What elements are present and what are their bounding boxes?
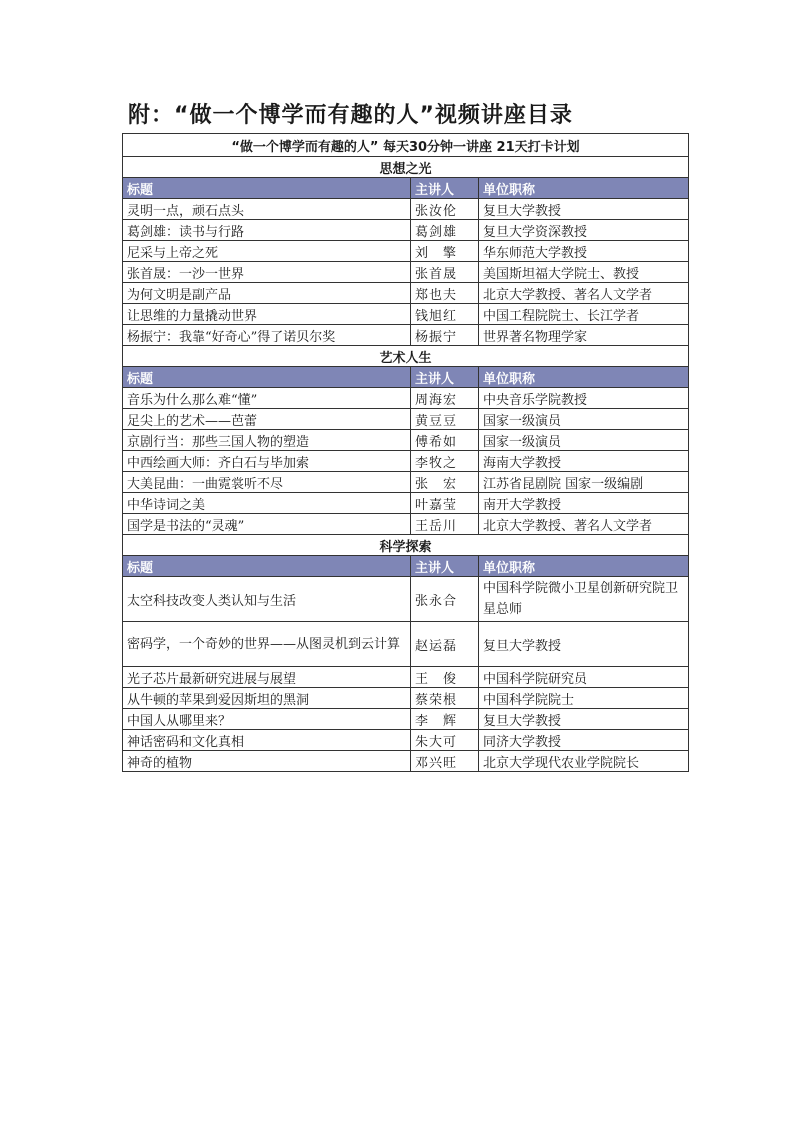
speaker-affiliation: 复旦大学教授 [479, 622, 689, 667]
section-title: 艺术人生 [123, 346, 689, 367]
lecture-title: 大美昆曲：一曲霓裳听不尽 [123, 472, 411, 493]
table-row [123, 493, 689, 514]
speaker-name: 张永合 [411, 577, 479, 622]
speaker-name: 张 宏 [411, 472, 479, 493]
speaker-name: 郑也夫 [411, 283, 479, 304]
plan-title: “做一个博学而有趣的人” 每天30分钟一讲座 21天打卡计划 [123, 134, 689, 157]
plan-title-row [123, 134, 689, 157]
lecture-title: 密码学，一个奇妙的世界——从图灵机到云计算 [123, 622, 411, 667]
table-row [123, 199, 689, 220]
table-row [123, 622, 689, 667]
table-row [123, 688, 689, 709]
speaker-affiliation: 中国科学院研究员 [479, 667, 689, 688]
speaker-name: 杨振宁 [411, 325, 479, 346]
lecture-title: 从牛顿的苹果到爱因斯坦的黑洞 [123, 688, 411, 709]
speaker-affiliation: 复旦大学资深教授 [479, 220, 689, 241]
lecture-title: 太空科技改变人类认知与生活 [123, 577, 411, 622]
lecture-title: 国学是书法的“灵魂” [123, 514, 411, 535]
section-header-row [123, 157, 689, 178]
column-header-row [123, 178, 689, 199]
table-row [123, 388, 689, 409]
lecture-title: 灵明一点，顽石点头 [123, 199, 411, 220]
lecture-title: 杨振宁：我靠“好奇心”得了诺贝尔奖 [123, 325, 411, 346]
column-header-title: 标题 [123, 556, 411, 577]
table-row [123, 325, 689, 346]
speaker-name: 刘 擎 [411, 241, 479, 262]
speaker-name: 张首晟 [411, 262, 479, 283]
table-row [123, 283, 689, 304]
speaker-affiliation: 江苏省昆剧院 国家一级编剧 [479, 472, 689, 493]
table-row [123, 751, 689, 772]
speaker-affiliation: 复旦大学教授 [479, 199, 689, 220]
lecture-title: 让思维的力量撬动世界 [123, 304, 411, 325]
table-row [123, 472, 689, 493]
speaker-name: 黄豆豆 [411, 409, 479, 430]
section-title: 科学探索 [123, 535, 689, 556]
speaker-affiliation: 海南大学教授 [479, 451, 689, 472]
column-header-row [123, 556, 689, 577]
speaker-affiliation: 复旦大学教授 [479, 709, 689, 730]
speaker-affiliation: 中国工程院院士、长江学者 [479, 304, 689, 325]
speaker-name: 王岳川 [411, 514, 479, 535]
lecture-title: 为何文明是副产品 [123, 283, 411, 304]
speaker-name: 叶嘉莹 [411, 493, 479, 514]
table-row [123, 262, 689, 283]
speaker-affiliation: 中国科学院院士 [479, 688, 689, 709]
table-row [123, 577, 689, 622]
column-header-affiliation: 单位职称 [479, 178, 689, 199]
table-row [123, 709, 689, 730]
lecture-catalog-table [122, 133, 689, 772]
speaker-name: 葛剑雄 [411, 220, 479, 241]
column-header-title: 标题 [123, 367, 411, 388]
lecture-title: 足尖上的艺术——芭蕾 [123, 409, 411, 430]
speaker-name: 傅希如 [411, 430, 479, 451]
table-row [123, 451, 689, 472]
speaker-name: 李 辉 [411, 709, 479, 730]
lecture-title: 张首晟：一沙一世界 [123, 262, 411, 283]
lecture-title: 音乐为什么那么难“懂” [123, 388, 411, 409]
column-header-affiliation: 单位职称 [479, 556, 689, 577]
speaker-affiliation: 北京大学教授、著名人文学者 [479, 514, 689, 535]
lecture-title: 京剧行当：那些三国人物的塑造 [123, 430, 411, 451]
column-header-affiliation: 单位职称 [479, 367, 689, 388]
column-header-row [123, 367, 689, 388]
speaker-affiliation: 世界著名物理学家 [479, 325, 689, 346]
lecture-title: 尼采与上帝之死 [123, 241, 411, 262]
speaker-affiliation: 北京大学现代农业学院院长 [479, 751, 689, 772]
lecture-title: 葛剑雄：读书与行路 [123, 220, 411, 241]
section-header-row [123, 346, 689, 367]
speaker-name: 朱大可 [411, 730, 479, 751]
table-row [123, 241, 689, 262]
speaker-name: 王 俊 [411, 667, 479, 688]
speaker-affiliation: 南开大学教授 [479, 493, 689, 514]
column-header-title: 标题 [123, 178, 411, 199]
speaker-name: 李牧之 [411, 451, 479, 472]
table-row [123, 730, 689, 751]
lecture-title: 中国人从哪里来？ [123, 709, 411, 730]
speaker-name: 赵运磊 [411, 622, 479, 667]
lecture-title: 神奇的植物 [123, 751, 411, 772]
speaker-affiliation: 北京大学教授、著名人文学者 [479, 283, 689, 304]
speaker-affiliation: 同济大学教授 [479, 730, 689, 751]
document-title: 附：“做一个博学而有趣的人”视频讲座目录 [128, 103, 573, 128]
speaker-affiliation: 美国斯坦福大学院士、教授 [479, 262, 689, 283]
speaker-name: 周海宏 [411, 388, 479, 409]
table-row [123, 514, 689, 535]
column-header-speaker: 主讲人 [411, 556, 479, 577]
speaker-affiliation: 国家一级演员 [479, 409, 689, 430]
table-row [123, 409, 689, 430]
speaker-affiliation: 国家一级演员 [479, 430, 689, 451]
lecture-title: 中西绘画大师：齐白石与毕加索 [123, 451, 411, 472]
table-row [123, 220, 689, 241]
table-row [123, 304, 689, 325]
speaker-name: 邓兴旺 [411, 751, 479, 772]
table-row [123, 667, 689, 688]
speaker-name: 张汝伦 [411, 199, 479, 220]
column-header-speaker: 主讲人 [411, 367, 479, 388]
column-header-speaker: 主讲人 [411, 178, 479, 199]
lecture-title: 神话密码和文化真相 [123, 730, 411, 751]
speaker-affiliation: 中国科学院微小卫星创新研究院卫星总师 [479, 577, 689, 622]
section-header-row [123, 535, 689, 556]
lecture-title: 光子芯片最新研究进展与展望 [123, 667, 411, 688]
table-row [123, 430, 689, 451]
speaker-name: 蔡荣根 [411, 688, 479, 709]
speaker-affiliation: 华东师范大学教授 [479, 241, 689, 262]
section-title: 思想之光 [123, 157, 689, 178]
speaker-name: 钱旭红 [411, 304, 479, 325]
speaker-affiliation: 中央音乐学院教授 [479, 388, 689, 409]
lecture-title: 中华诗词之美 [123, 493, 411, 514]
